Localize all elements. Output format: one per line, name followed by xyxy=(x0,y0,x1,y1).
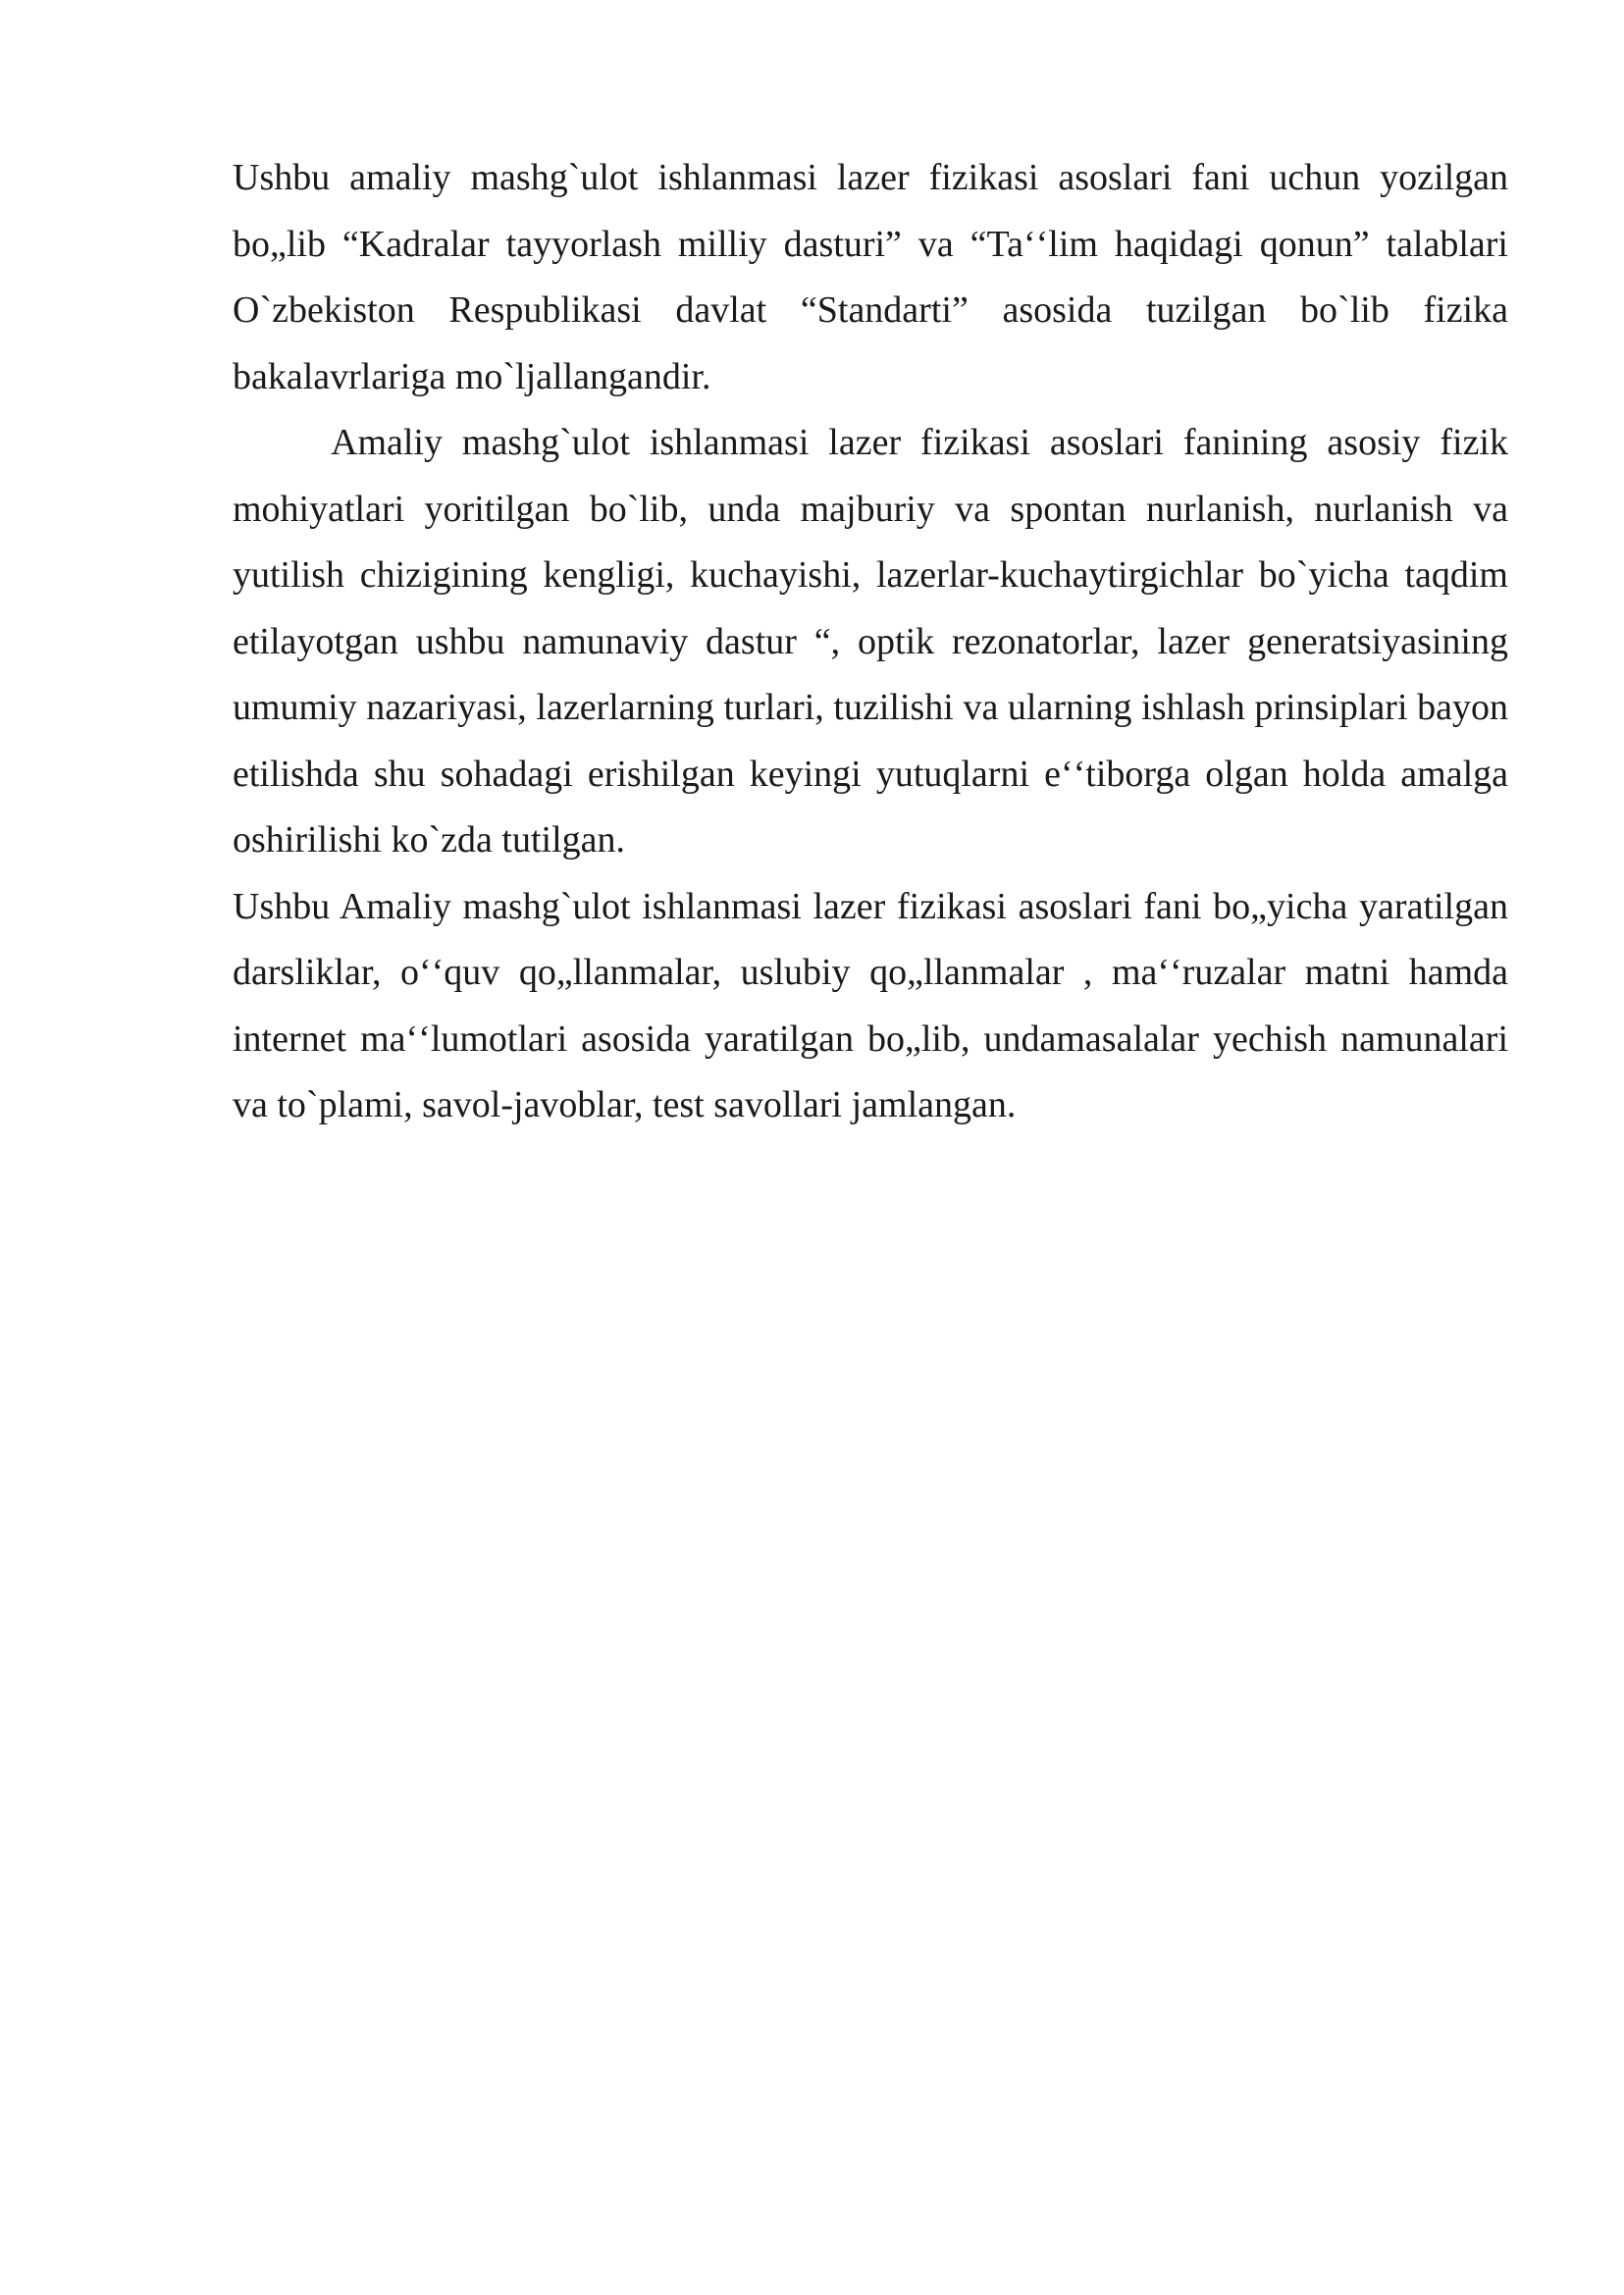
body-text xyxy=(233,145,1508,1139)
paragraph-intro: Ushbu amaliy mashg`ulot ishlanmasi lazer fizikasi asoslari fani uchun yozilgan bo„lib “Kadralar tayyorlash milliy dasturi” va “Taʻʻlim haqidagi qonun” talablari O`zbekiston Respublikasi davlat “Standarti” asosida tuzilgan bo`lib fizika bakalavrlariga mo`ljallangandir. xyxy=(233,157,1508,397)
paragraph-sources: Ushbu Amaliy mashg`ulot ishlanmasi lazer fizikasi asoslari fani bo„yicha yaratilgan darsliklar, oʻʻquv qo„llanmalar, uslubiy qo„llanmalar , maʻʻruzalar matni hamda internet maʻʻlumotlari asosida yaratilgan bo„lib, undamasalalar yechish namunalari va to`plami, savol-javoblar, test savollari jamlangan. xyxy=(233,885,1508,1125)
paragraph-content: Amaliy mashg`ulot ishlanmasi lazer fizikasi asoslari fanining asosiy fizik mohiyatlari yoritilgan bo`lib, unda majburiy va spontan nurlanish, nurlanish va yutilish chizigining kengligi, kuchayishi, lazerlar-kuchaytirgichlar bo`yicha taqdim etilayotgan ushbu namunaviy dastur “, optik rezonatorlar, lazer generatsiyasining umumiy nazariyasi, lazerlarning turlari, tuzilishi va ularning ishlash prinsiplari bayon etilishda shu sohadagi erishilgan keyingi yutuqlarni eʻʻtiborga olgan holda amalga oshirilishi ko`zda tutilgan. xyxy=(233,422,1508,861)
